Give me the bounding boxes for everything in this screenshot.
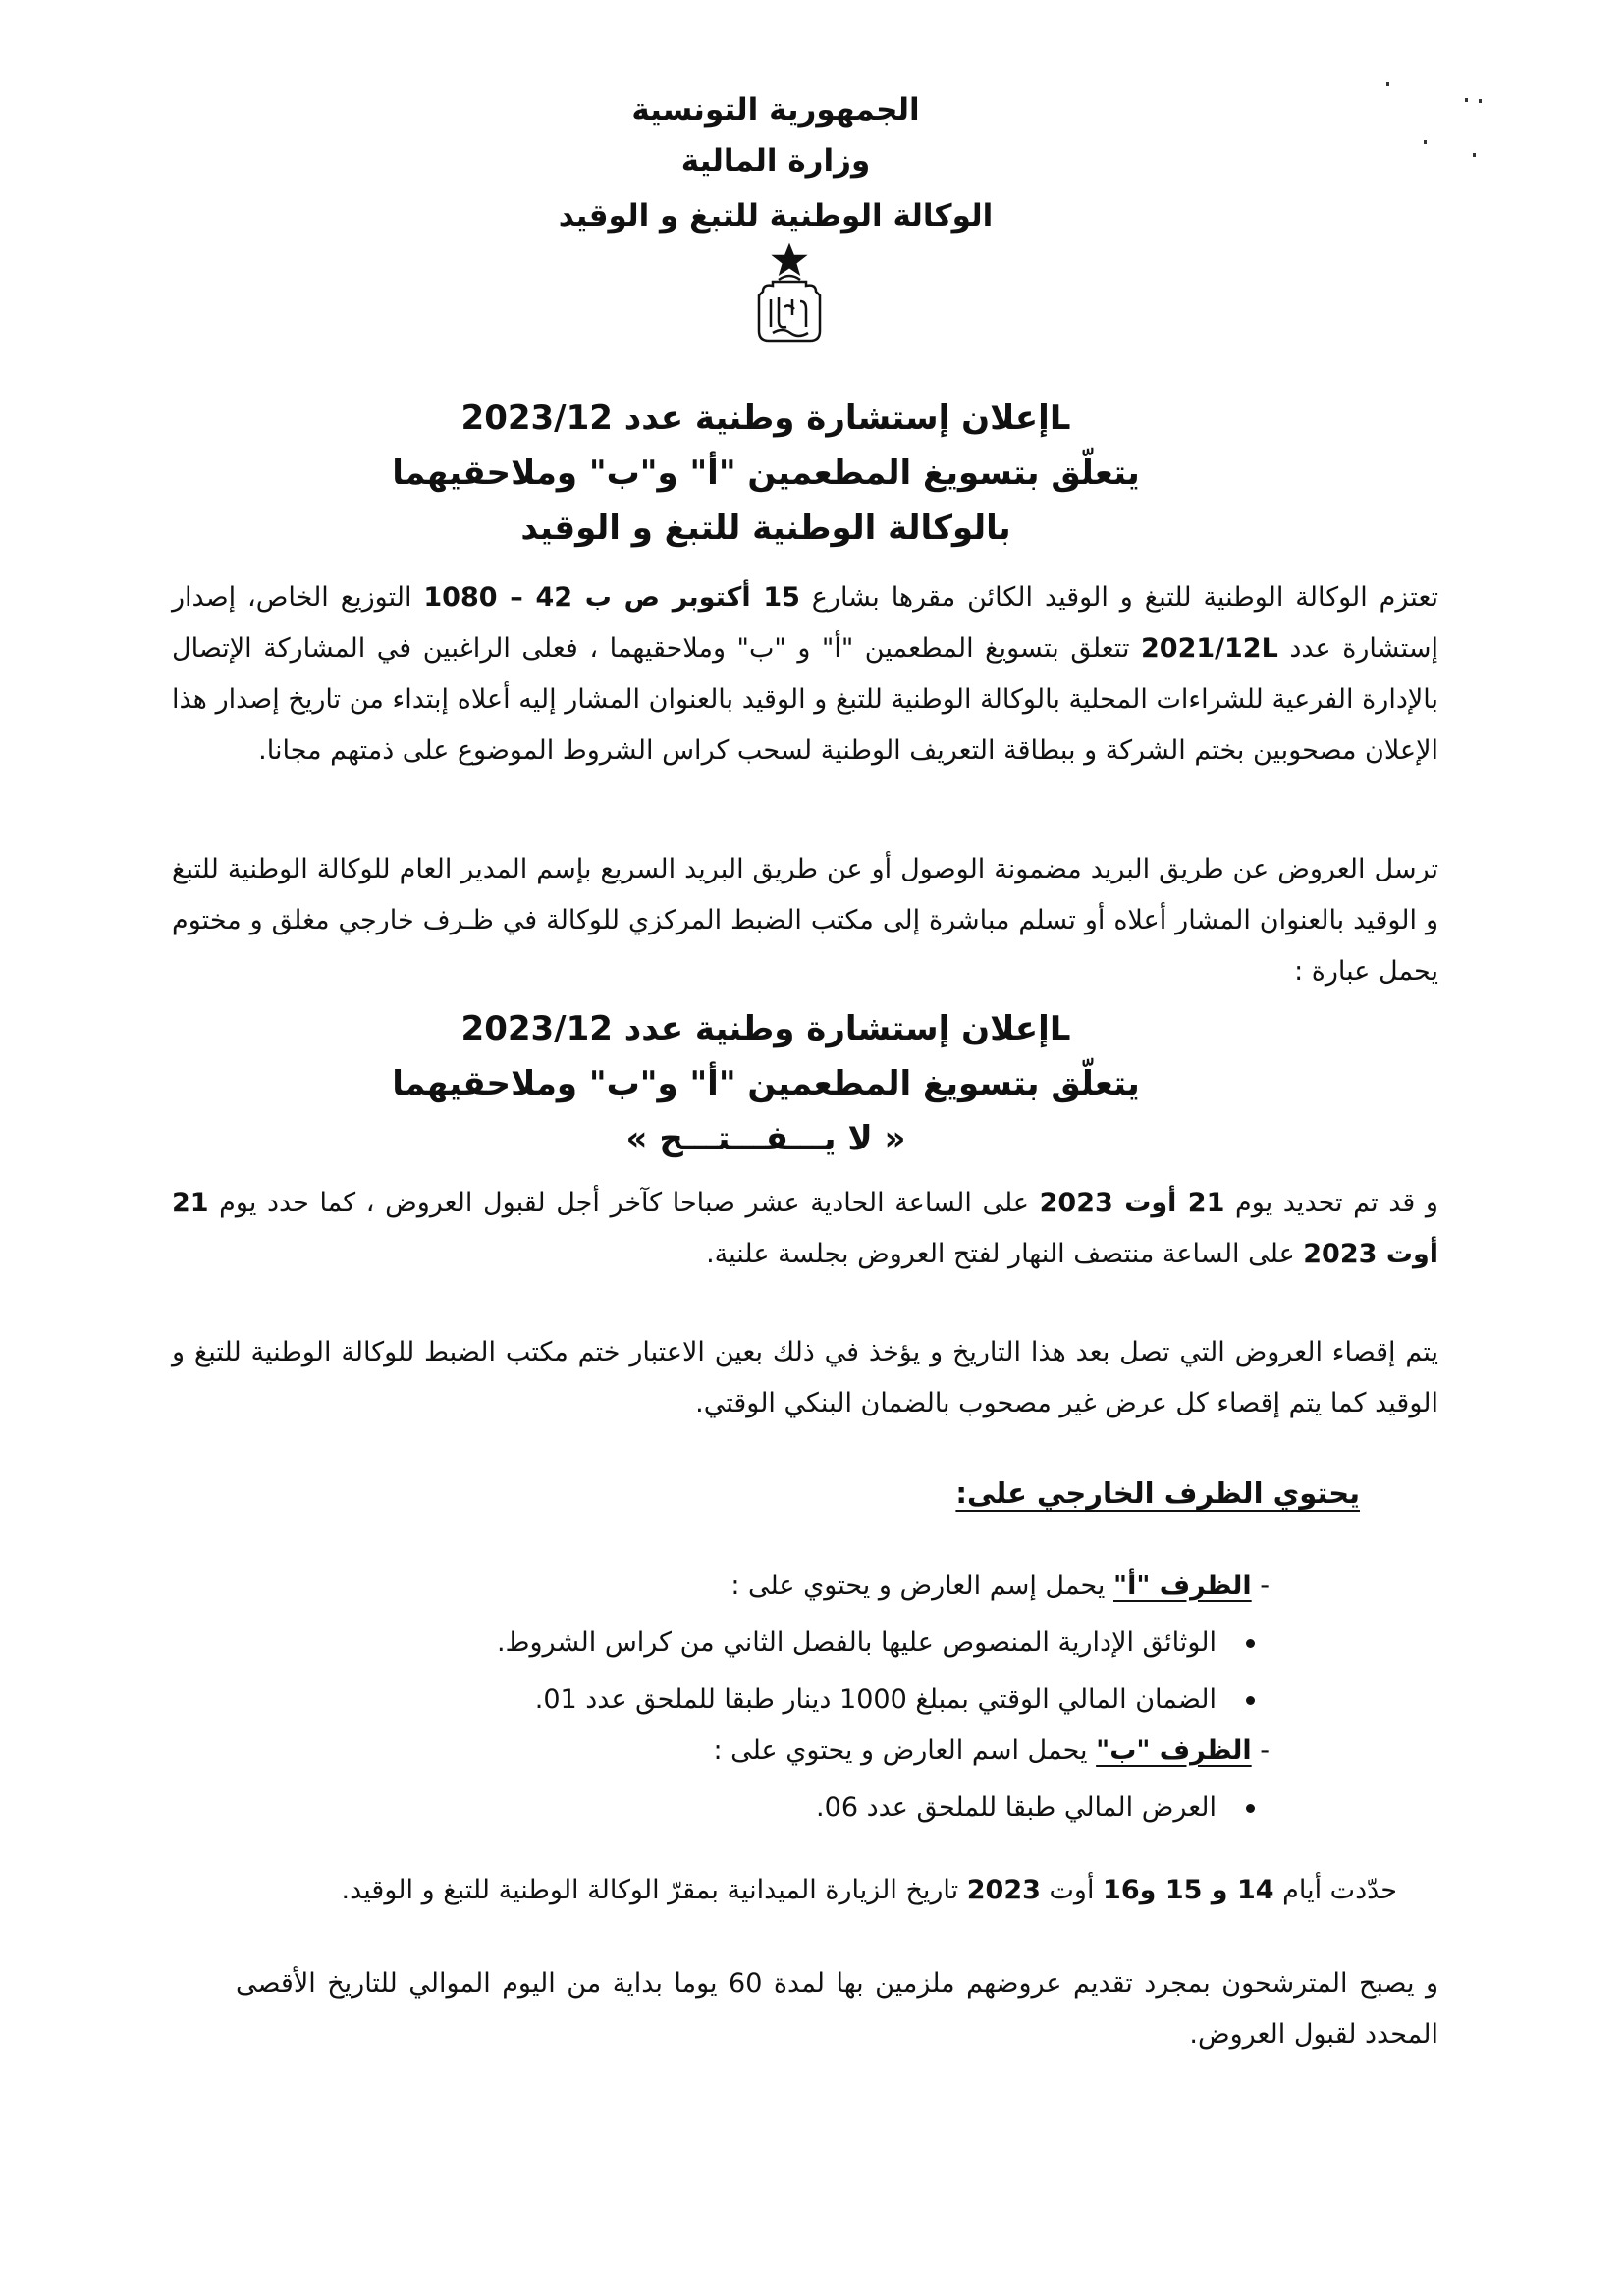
envelope-a-item	[497, 1628, 1255, 1658]
paragraph-site-visit-part3: تاريخ الزيارة الميدانية بمقرّ الوكالة الوطنية للتبغ و الوقيد.	[341, 1875, 967, 1905]
paragraph-intro-part1: تعتزم الوكالة الوطنية للتبغ و الوقيد الكائن مقرها بشارع	[799, 582, 1438, 613]
scan-speck	[1465, 98, 1468, 102]
agency-emblem-icon	[749, 242, 830, 352]
paragraph-site-visit-part1: حدّدت أيام	[1273, 1875, 1397, 1905]
paragraph-submission: ترسل العروض عن طريق البريد مضمونة الوصول أو عن طريق البريد السريع بإسم المدير العام للوكالة الوطنية للتبغ و الوقيد بالعنوان المشار أعلاه أو تسلم مباشرة إلى مكتب الضبط المركزي للوكالة في ظـرف خارجي مغلق و مختوم يحمل عبارة :	[172, 854, 1438, 987]
country-name: الجمهورية التونسية	[631, 92, 920, 128]
site-visit-days: 14 و 15 و16	[1103, 1875, 1274, 1905]
paragraph-intro	[172, 572, 1438, 776]
envelope-b-item	[816, 1792, 1255, 1823]
envelope-label-title: إعلان إستشارة وطنية عدد 2023/12L	[460, 1009, 1071, 1048]
site-visit-year: 2023	[966, 1875, 1041, 1905]
deadline-date: 21 أوت 2023	[1039, 1188, 1225, 1218]
envelope-contents-heading: يحتوي الظرف الخارجي على:	[955, 1476, 1360, 1510]
envelope-label-subject: يتعلّق بتسويغ المطعمين "أ" و"ب" وملاحقيهما	[392, 1064, 1140, 1103]
envelope-b-label: الظرف "ب"	[1096, 1735, 1252, 1766]
paragraph-deadline	[172, 1178, 1438, 1280]
envelope-a-line	[730, 1571, 1270, 1601]
ministry-name: وزارة المالية	[680, 143, 871, 179]
envelope-a-dash: -	[1251, 1571, 1270, 1601]
envelope-b-item-text: العرض المالي طبقا للملحق عدد 06.	[816, 1792, 1217, 1823]
envelope-a-item-text: الوثائق الإدارية المنصوص عليها بالفصل الثاني من كراس الشروط.	[496, 1628, 1217, 1658]
scan-speck	[1479, 99, 1482, 103]
scan-speck	[1386, 82, 1389, 86]
paragraph-deadline-part1: و قد تم تحديد يوم	[1224, 1188, 1438, 1218]
paragraph-deadline-part2: على الساعة الحادية عشر صباحا كآخر أجل لقبول العروض ، كما حدد يوم	[208, 1188, 1040, 1218]
bullet-icon	[1246, 1696, 1255, 1705]
paragraph-validity: و يصبح المترشحون بمجرد تقديم عروضهم ملزمين بها لمدة 60 يوما بداية من اليوم الموالي للتاريخ الأقصى المحدد لقبول العروض.	[236, 1968, 1438, 2050]
announcement-subject: يتعلّق بتسويغ المطعمين "أ" و"ب" وملاحقيهما	[392, 454, 1140, 493]
agency-emblem-icon	[749, 242, 830, 352]
envelope-b-line	[713, 1735, 1270, 1766]
agency-name: الوكالة الوطنية للتبغ و الوقيد	[558, 198, 994, 234]
envelope-a-item-text: الضمان المالي الوقتي بمبلغ 1000 دينار طبقا للملحق عدد 01.	[534, 1684, 1217, 1715]
scan-speck	[1424, 140, 1427, 144]
agency-address: 15 أكتوبر ص ب 42 – 1080	[423, 582, 800, 613]
envelope-a-label: الظرف "أ"	[1113, 1571, 1252, 1601]
paragraph-exclusion: يتم إقصاء العروض التي تصل بعد هذا التاريخ و يؤخذ في ذلك بعين الاعتبار ختم مكتب الضبط للوكالة الوطنية للتبغ و الوقيد كما يتم إقصاء كل عرض غير مصحوب بالضمان البنكي الوقتي.	[172, 1337, 1438, 1418]
envelope-label-do-not-open: « لا يـــفـــتـــح »	[625, 1119, 906, 1158]
paragraph-site-visit	[180, 1865, 1397, 1916]
consultation-number: 2021/12L	[1141, 633, 1278, 664]
announcement-agency: بالوكالة الوطنية للتبغ و الوقيد	[520, 508, 1011, 548]
envelope-b-text: يحمل اسم العارض و يحتوي على :	[713, 1735, 1097, 1766]
envelope-a-text: يحمل إسم العارض و يحتوي على :	[730, 1571, 1114, 1601]
announcement-title: إعلان إستشارة وطنية عدد 2023/12L	[460, 399, 1071, 438]
scan-speck	[1473, 153, 1476, 157]
paragraph-intro-part2: التوزيع الخاص، إصدار إستشارة عدد	[172, 582, 1438, 664]
paragraph-intro-part3: تتعلق بتسويغ المطعمين "أ" و "ب" وملاحقيهما ، فعلى الراغبين في المشاركة الإتصال بالإدارة الفرعية للشراءات المحلية بالوكالة الوطنية للتبغ و الوقيد بالعنوان المشار إليه أعلاه إبتداء من تاريخ إصدار هذا الإعلان مصحوبين بختم الشركة و ببطاقة التعريف الوطنية لسحب كراس الشروط الموضوع على ذمتهم مجانا.	[172, 633, 1438, 766]
paragraph-site-visit-part2: أوت	[1040, 1875, 1104, 1905]
bullet-icon	[1246, 1804, 1255, 1813]
envelope-b-dash: -	[1251, 1735, 1270, 1766]
opening-date: 21 أوت 2023	[172, 1188, 1438, 1269]
envelope-a-item	[535, 1684, 1255, 1715]
bullet-icon	[1246, 1639, 1255, 1648]
paragraph-deadline-part3: على الساعة منتصف النهار لفتح العروض بجلسة علنية.	[706, 1239, 1304, 1269]
